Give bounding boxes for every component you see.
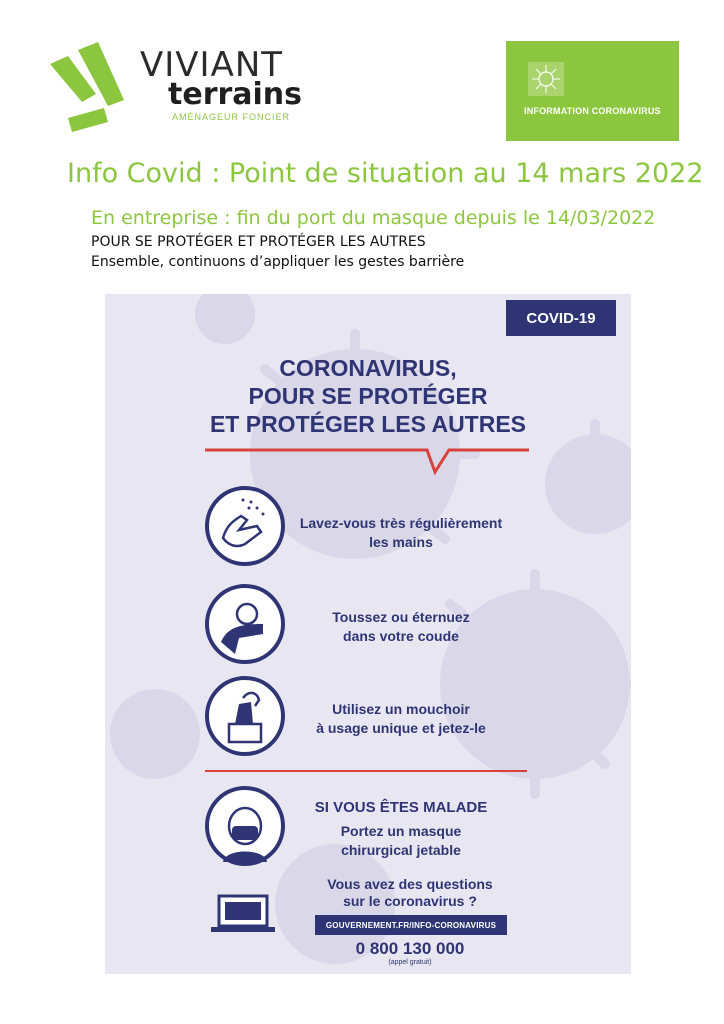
- action-handwashing: [271, 514, 531, 552]
- info-coronavirus-label: INFORMATION CORONAVIRUS: [524, 106, 661, 116]
- action-line: les mains: [369, 534, 433, 550]
- speech-bubble-divider: [203, 446, 533, 476]
- sick-advice: [271, 822, 531, 860]
- questions-text: [295, 876, 525, 910]
- action-line: à usage unique et jetez-le: [316, 720, 486, 736]
- section-divider: [205, 770, 527, 772]
- gestures-line: Ensemble, continuons d’appliquer les gestes barrière: [91, 254, 465, 270]
- page-subtitle: En entreprise : fin du port du masque depuis le 14/03/2022: [91, 207, 656, 229]
- brand-name: VIVIANT: [140, 45, 284, 85]
- viviant-logo-icon: [48, 42, 148, 142]
- virus-icon: [528, 62, 564, 96]
- questions-line: sur le coronavirus ?: [343, 893, 477, 909]
- poster-title: [105, 354, 631, 438]
- action-line: Toussez ou éternuez: [332, 609, 470, 625]
- poster-title-line: ET PROTÉGER LES AUTRES: [209, 411, 527, 437]
- covid-poster: [105, 294, 631, 974]
- brand-tagline: AMÉNAGEUR FONCIER: [172, 112, 291, 122]
- action-cough: [271, 608, 531, 646]
- laptop-icon: [211, 894, 275, 934]
- action-line: Utilisez un mouchoir: [332, 701, 470, 717]
- questions-line: Vous avez des questions: [327, 876, 493, 892]
- phone-number: 0 800 130 000: [355, 939, 465, 958]
- phone-note: (appel gratuit): [388, 959, 432, 966]
- poster-title-line: POUR SE PROTÉGER: [248, 383, 488, 409]
- covid-badge: COVID-19: [506, 300, 616, 336]
- action-line: dans votre coude: [343, 628, 459, 644]
- brand-sub: terrains: [168, 77, 303, 112]
- poster-title-line: CORONAVIRUS,: [279, 355, 457, 381]
- action-tissue: [271, 700, 531, 738]
- action-line: Lavez-vous très régulièrement: [299, 515, 503, 531]
- action-line: Portez un masque: [340, 823, 462, 839]
- page-title: Info Covid : Point de situation au 14 mars 2022: [67, 158, 704, 189]
- action-line: chirurgical jetable: [341, 842, 461, 858]
- sick-heading: SI VOUS ÊTES MALADE: [314, 799, 488, 816]
- info-url[interactable]: GOUVERNEMENT.FR/INFO-CORONAVIRUS: [315, 915, 507, 935]
- protect-line: POUR SE PROTÉGER ET PROTÉGER LES AUTRES: [91, 234, 426, 250]
